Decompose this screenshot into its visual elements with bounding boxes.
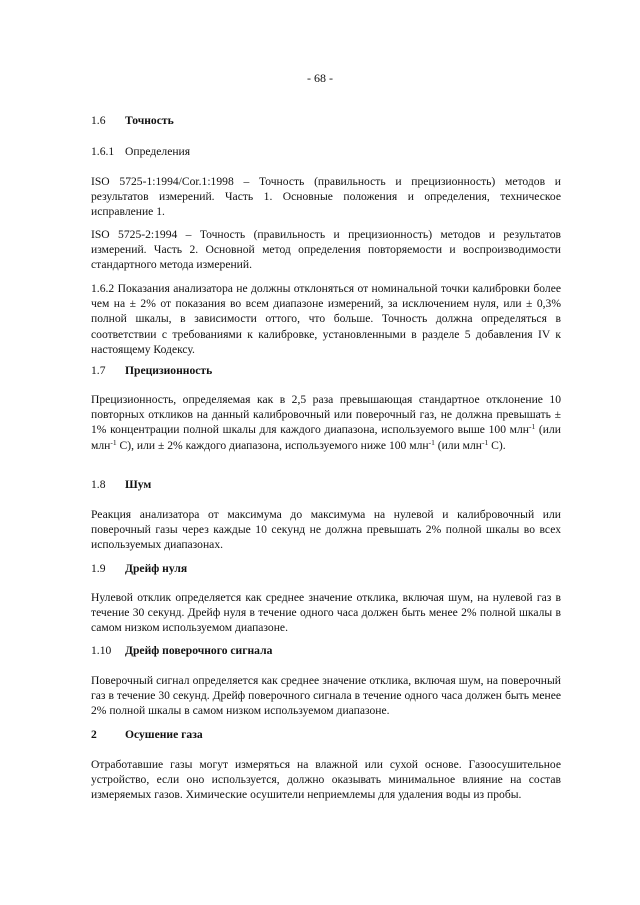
superscript: -1 (482, 437, 489, 447)
superscript: -1 (110, 437, 117, 447)
precision-text-5: С). (488, 438, 506, 452)
paragraph-iso-5725-2: ISO 5725-2:1994 – Точность (правильность и прецизионность) методов и результатов измерений. Часть 2. Основной метод определения повторяемости и воспроизводимости стандартного метода измерений. (91, 228, 561, 272)
precision-text-1: Прецизионность, определяемая как в 2,5 раза превышающая стандартное отклонение 10 повторных откликов на данный калибровочный или поверочный газ, не должна превышать ± 1% концентрации полной шкалы для каждого диапазона, используемого выше 100 млн (91, 393, 561, 437)
paragraph-zero-drift: Нулевой отклик определяется как среднее значение отклика, включая шум, на нулевой газ в течение 30 секунд. Дрейф нуля в течение одного часа должен быть менее 2% полной шкалы в самом низком используемом диапазоне. (91, 591, 561, 635)
paragraph-span-drift: Поверочный сигнал определяется как среднее значение отклика, включая шум, на поверочный газ в течение 30 секунд. Дрейф поверочного сигнала в течение одного часа должен быть менее 2% полной шкалы в самом низком используемом диапазоне. (91, 674, 561, 718)
heading-title: Прецизионность (125, 364, 213, 377)
heading-1-6-1 (91, 144, 561, 159)
superscript: -1 (529, 422, 536, 432)
heading-title: Точность (125, 114, 174, 127)
paragraph-1-6-2: 1.6.2 Показания анализатора не должны отклоняться от номинальной точки калибровки более чем на ± 2% от показания во всем диапазоне измерений, за исключением нуля, или ± 0,3% полной шкалы, в зависимости оттого, что больше. Точность должна определяться в соответствии с требованиями к калибровке, установленными в разделе 5 добавления IV к настоящему Кодексу. (91, 282, 561, 356)
heading-number: 1.9 (91, 562, 106, 575)
heading-title: Определения (125, 145, 191, 158)
paragraph-iso-5725-1: ISO 5725-1:1994/Cor.1:1998 – Точность (правильность и прецизионность) методов и результатов измерений. Часть 1. Основные положения и определения, техническое исправление 1. (91, 175, 561, 219)
precision-text-3: С), или ± 2% каждого диапазона, используемого ниже 100 млн (116, 438, 429, 452)
page-number: - 68 - (307, 71, 333, 85)
heading-number: 1.10 (91, 644, 112, 657)
heading-1-9 (91, 561, 561, 576)
heading-title: Шум (125, 478, 152, 491)
heading-number: 1.8 (91, 478, 106, 491)
heading-title: Дрейф поверочного сигнала (125, 644, 273, 657)
heading-number: 1.6.1 (91, 145, 115, 158)
heading-1-6 (91, 113, 561, 128)
superscript: -1 (428, 437, 435, 447)
heading-1-8 (91, 477, 561, 492)
heading-title: Дрейф нуля (125, 562, 188, 575)
heading-1-10 (91, 643, 561, 658)
heading-2 (91, 727, 561, 742)
heading-title: Осушение газа (125, 728, 203, 741)
paragraph-precision (91, 392, 561, 453)
heading-1-7 (91, 363, 561, 378)
paragraph-gas-drying: Отработавшие газы могут измеряться на влажной или сухой основе. Газоосушительное устройство, если оно используется, должно оказывать минимальное влияние на состав измеряемых газов. Химические осушители неприемлемы для удаления воды из пробы. (91, 758, 561, 802)
heading-number: 1.7 (91, 364, 106, 377)
paragraph-noise: Реакция анализатора от максимума до максимума на нулевой и калибровочный или поверочный газы через каждые 10 секунд не должна превышать 2% полной шкалы во всех используемых диапазонах. (91, 508, 561, 552)
heading-number: 1.6 (91, 114, 106, 127)
heading-number: 2 (91, 728, 97, 741)
precision-text-4: (или млн (434, 438, 483, 452)
precision-text-2: (или млн (91, 423, 561, 452)
